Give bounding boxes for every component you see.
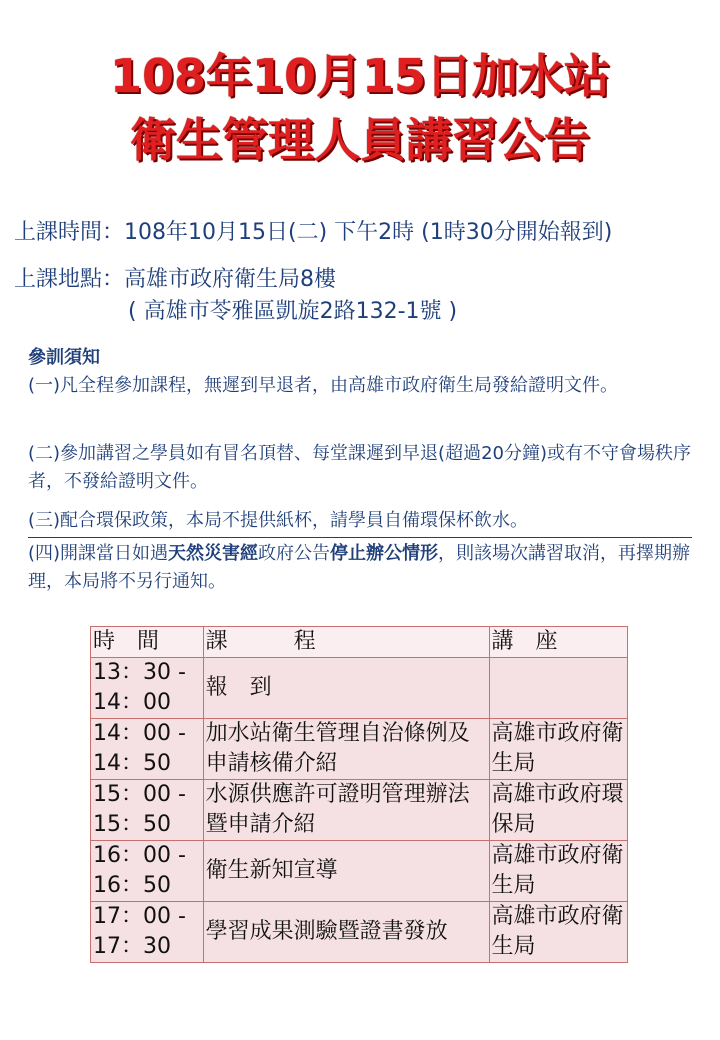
table-row bbox=[91, 658, 628, 719]
title-line-2: 衛生管理人員講習公告 bbox=[130, 113, 590, 167]
time-start: 16：00 - bbox=[93, 843, 186, 868]
time-end: 14：00 bbox=[93, 690, 171, 715]
schedule-table bbox=[90, 626, 628, 963]
note-item-4-e: ，則該場次講習取消，再擇期辦理，本局將不另行通知。 bbox=[28, 543, 691, 592]
table-row bbox=[91, 780, 628, 841]
class-address: ( 高雄市苓雅區凱旋2路132-1號 ) bbox=[128, 299, 458, 324]
note-item-4 bbox=[28, 540, 698, 596]
note-item-2: (二)參加講習之學員如有冒名頂替、每堂課遲到早退(超過20分鐘)或有不守會場秩序者，不發給證明文件。 bbox=[28, 443, 691, 492]
time-start: 14：00 - bbox=[93, 721, 186, 746]
notes-heading: 參訓須知 bbox=[28, 347, 100, 368]
time-end: 17：30 bbox=[93, 934, 171, 959]
time-start: 15：00 - bbox=[93, 782, 186, 807]
row-speaker bbox=[489, 658, 627, 719]
row-speaker: 高雄市政府衛生局 bbox=[489, 719, 627, 780]
row-time bbox=[91, 902, 204, 963]
note-item-4-a: (四)開課當日如遇 bbox=[28, 543, 169, 564]
header-speaker: 講 座 bbox=[489, 627, 627, 658]
row-time bbox=[91, 841, 204, 902]
time-start: 17：00 - bbox=[93, 904, 186, 929]
note-item-1: (一)凡全程參加課程，無遲到早退者，由高雄市政府衛生局發給證明文件。 bbox=[28, 375, 619, 396]
note-item-3-text: 配合環保政策，本局不提供紙杯，請學員自備環保杯飲水。 bbox=[60, 510, 529, 531]
row-course: 報 到 bbox=[203, 658, 489, 719]
row-time bbox=[91, 719, 204, 780]
note-item-4-disaster: 天然災害經 bbox=[168, 543, 259, 564]
note-item-4-c: 政府公告 bbox=[258, 543, 331, 564]
title-line-1: 108年10月15日加水站 bbox=[109, 49, 611, 103]
row-course: 學習成果測驗暨證書發放 bbox=[203, 902, 489, 963]
row-time bbox=[91, 780, 204, 841]
table-header-row bbox=[91, 627, 628, 658]
header-course: 課 程 bbox=[203, 627, 489, 658]
time-end: 16：50 bbox=[93, 873, 171, 898]
row-speaker: 高雄市政府環保局 bbox=[489, 780, 627, 841]
table-row bbox=[91, 719, 628, 780]
row-course: 衛生新知宣導 bbox=[203, 841, 489, 902]
note-item-4-office-closure: 停止辦公情形 bbox=[330, 543, 439, 564]
class-place: 上課地點：高雄市政府衛生局8樓 bbox=[14, 267, 336, 292]
table-row bbox=[91, 841, 628, 902]
time-end: 14：50 bbox=[93, 751, 171, 776]
note-item-3-prefix: (三) bbox=[28, 510, 61, 531]
row-course: 加水站衛生管理自治條例及申請核備介紹 bbox=[203, 719, 489, 780]
time-end: 15：50 bbox=[93, 812, 171, 837]
row-course: 水源供應許可證明管理辦法暨申請介紹 bbox=[203, 780, 489, 841]
row-speaker: 高雄市政府衛生局 bbox=[489, 841, 627, 902]
class-time: 上課時間：108年10月15日(二) 下午2時 (1時30分開始報到) bbox=[14, 220, 613, 245]
row-time bbox=[91, 658, 204, 719]
header-time: 時 間 bbox=[91, 627, 204, 658]
note-item-3 bbox=[28, 507, 692, 538]
time-start: 13：30 - bbox=[93, 660, 186, 685]
row-speaker: 高雄市政府衛生局 bbox=[489, 902, 627, 963]
table-row bbox=[91, 902, 628, 963]
